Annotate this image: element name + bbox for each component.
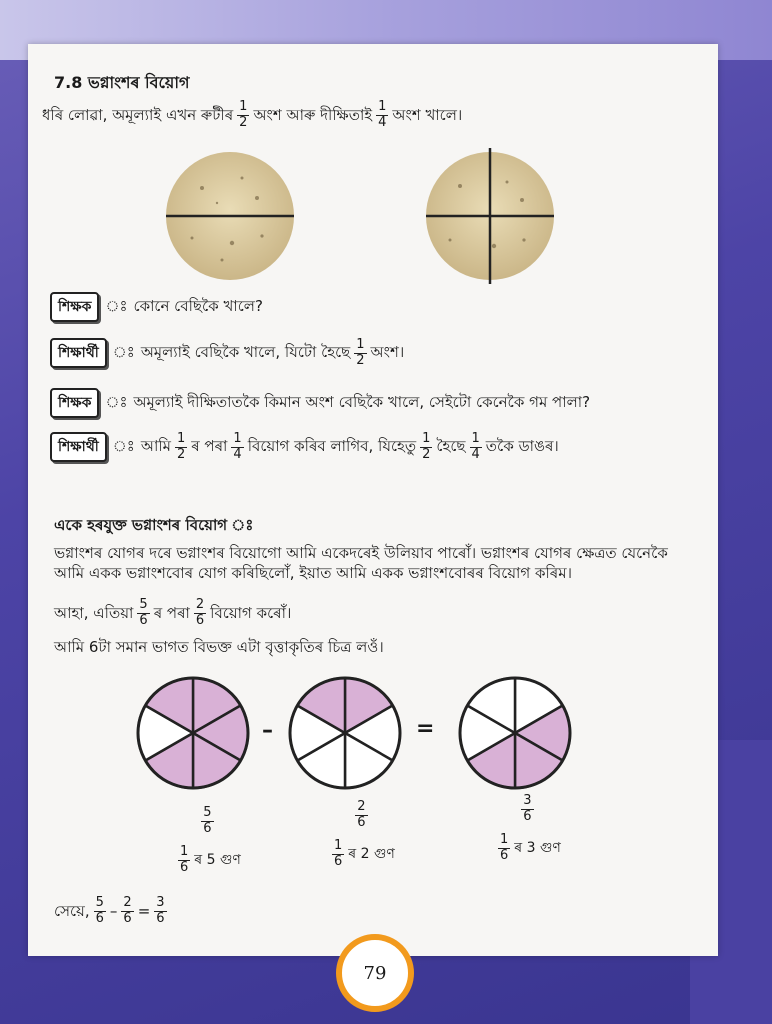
fraction: $\frac{1}{2}$	[422, 431, 431, 462]
student-tag: শিক্ষাৰ্থী	[50, 338, 107, 368]
paragraph: ভগ্নাংশৰ যোগৰ দৰে ভগ্নাংশৰ বিয়োগো আমি একেদৰেই উলিয়াব পাৰোঁ। ভগ্নাংশৰ যোগৰ ক্ষেত্ৰত যেনেকৈ আমি একক ভগ্নাংশবোৰ যোগ কৰিছিলোঁ, ইয়াত আমি একক ভগ্নাংশবোৰৰ বিয়োগ কৰিম।	[54, 544, 668, 582]
fraction: $\frac{2}{6}$	[195, 597, 205, 628]
fraction: $\frac{1}{4}$	[233, 431, 242, 462]
roti-quarters-image	[422, 148, 558, 284]
fraction: $\frac{2}{6}$	[123, 895, 132, 926]
intro-text-2: অংশ আৰু দীক্ষিতাই	[253, 105, 373, 124]
book-page	[28, 44, 718, 956]
fraction: $\frac{1}{2}$	[239, 99, 248, 130]
dialog-line-1: শিক্ষক ঃ কোনে বেছিকৈ খালে?	[50, 292, 263, 322]
pie-label-1: $\frac{5}{6}$ $\frac{1}{6}$ ৰ 5 গুণ	[180, 805, 241, 875]
dialog-line-2: শিক্ষাৰ্থী ঃ অমূল্যাই বেছিকৈ খালে, যিটো হৈছে $\frac{1}{2}$ অংশ।	[50, 338, 404, 369]
page-number: 79	[336, 934, 414, 1012]
fraction: $\frac{2}{6}$	[357, 799, 366, 830]
pie-label-3: $\frac{3}{6}$ $\frac{1}{6}$ ৰ 3 গুণ	[500, 793, 561, 863]
teacher-tag: শিক্ষক	[50, 388, 99, 418]
roti-half-image	[162, 148, 298, 284]
pie-two-sixths	[286, 674, 404, 792]
pie-three-sixths	[456, 674, 574, 792]
dialog-line-4: শিক্ষাৰ্থী ঃ আমি $\frac{1}{2}$ ৰ পৰা $\frac{1}{4}$ বিয়োগ কৰিব লাগিব, যিহেতু $\frac{1}{2}$ হৈছে $\frac{1}{4}$ তকৈ ডাঙৰ।	[50, 432, 559, 463]
pie-label-2: $\frac{2}{6}$ $\frac{1}{6}$ ৰ 2 গুণ	[334, 799, 395, 869]
fraction: $\frac{5}{6}$	[139, 597, 148, 628]
intro-text-3: অংশ খালে।	[392, 105, 463, 124]
paragraph: আমি 6টা সমান ভাগত বিভক্ত এটা বৃত্তাকৃতিৰ চিত্ৰ লওঁ।	[54, 638, 384, 656]
example-line: আহা, এতিয়া $\frac{5}{6}$ ৰ পৰা $\frac{2}{6}$ বিয়োগ কৰোঁ।	[54, 597, 292, 628]
fraction: $\frac{1}{6}$	[334, 837, 343, 869]
dialog-line-3: শিক্ষক ঃ অমূল্যাই দীক্ষিতাতকৈ কিমান অংশ বেছিকৈ খালে, সেইটো কেনেকৈ গম পালা?	[50, 388, 590, 418]
fraction: $\frac{3}{6}$	[523, 793, 532, 824]
student-tag: শিক্ষাৰ্থী	[50, 432, 107, 462]
section-heading: 7.8 ভগ্নাংশৰ বিয়োগ	[54, 73, 190, 92]
minus-sign: –	[262, 718, 273, 743]
teacher-tag: শিক্ষক	[50, 292, 99, 322]
pie-five-sixths	[134, 674, 252, 792]
fraction: $\frac{1}{4}$	[471, 431, 480, 462]
fraction: $\frac{1}{2}$	[176, 431, 186, 462]
fraction: $\frac{5}{6}$	[203, 805, 212, 836]
fraction: $\frac{1}{6}$	[500, 831, 509, 863]
fraction: $\frac{5}{6}$	[95, 895, 104, 926]
fraction: $\frac{1}{4}$	[378, 99, 387, 130]
subsection-heading: একে হৰযুক্ত ভগ্নাংশৰ বিয়োগ ঃ	[54, 516, 254, 534]
fraction: $\frac{1}{2}$	[356, 337, 365, 368]
fraction: $\frac{1}{6}$	[180, 843, 189, 875]
result-line: সেয়ে, $\frac{5}{6}$ – $\frac{2}{6}$ = $\frac{3}{6}$	[54, 895, 165, 926]
fraction: $\frac{3}{6}$	[156, 895, 165, 926]
intro-line	[42, 100, 462, 131]
equals-sign: =	[416, 716, 435, 741]
intro-text-1: ধৰি লোৱা, অমূল্যাই এখন ৰুটীৰ	[42, 105, 234, 124]
